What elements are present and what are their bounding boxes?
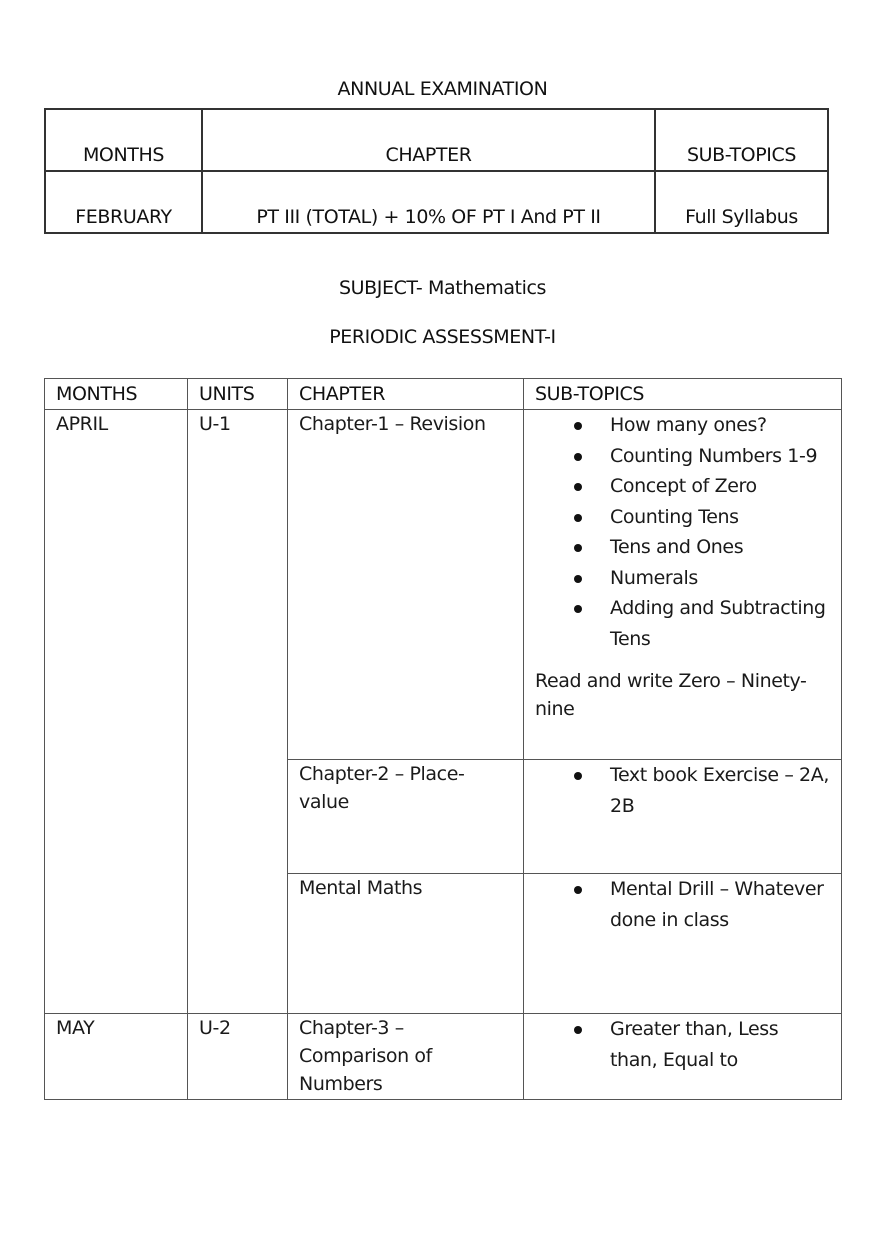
list-item: Concept of Zero — [535, 471, 830, 502]
subtopics-cell — [524, 1014, 842, 1100]
periodic-assessment-title: PERIODIC ASSESSMENT-I — [329, 326, 556, 348]
annual-exam-title: ANNUAL EXAMINATION — [337, 78, 548, 100]
subtopics-cell — [524, 760, 842, 874]
chapter-cell: Chapter-2 – Place-value — [288, 760, 524, 874]
subtopics-cell: Full Syllabus — [655, 171, 828, 233]
annual-exam-table — [44, 108, 829, 234]
subtopics-cell — [524, 874, 842, 1014]
header-units: UNITS — [188, 379, 288, 410]
periodic-assessment-table — [44, 378, 842, 1100]
header-months: MONTHS — [45, 109, 202, 171]
list-item: Greater than, Less than, Equal to — [535, 1014, 830, 1075]
table-header-row — [45, 109, 828, 171]
subtopics-list — [535, 760, 830, 821]
bullet-icon — [574, 1026, 582, 1034]
list-item: Mental Drill – Whatever done in class — [535, 874, 830, 935]
list-item: Counting Numbers 1-9 — [535, 441, 830, 472]
list-item: Numerals — [535, 563, 830, 594]
header-subtopics: SUB-TOPICS — [524, 379, 842, 410]
list-item: Counting Tens — [535, 502, 830, 533]
chapter-cell: Mental Maths — [288, 874, 524, 1014]
bullet-icon — [574, 422, 582, 430]
subject-title: SUBJECT- Mathematics — [338, 277, 547, 299]
list-item: Tens and Ones — [535, 532, 830, 563]
chapter-cell: Chapter-3 – Comparison of Numbers — [288, 1014, 524, 1100]
list-item: How many ones? — [535, 410, 830, 441]
table-header-row — [45, 379, 842, 410]
subtopics-list — [535, 874, 830, 935]
table-row — [45, 171, 828, 233]
subtopics-list — [535, 410, 830, 654]
list-item: Text book Exercise – 2A, 2B — [535, 760, 830, 821]
table-row — [45, 1014, 842, 1100]
unit-cell: U-2 — [188, 1014, 288, 1100]
header-chapter: CHAPTER — [202, 109, 655, 171]
subtopics-cell — [524, 410, 842, 760]
month-cell: FEBRUARY — [45, 171, 202, 233]
bullet-icon — [574, 605, 582, 613]
table-row — [45, 410, 842, 760]
bullet-icon — [574, 575, 582, 583]
bullet-icon — [574, 514, 582, 522]
month-cell: APRIL — [45, 410, 188, 1014]
unit-cell: U-1 — [188, 410, 288, 1014]
bullet-icon — [574, 544, 582, 552]
header-subtopics: SUB-TOPICS — [655, 109, 828, 171]
month-cell: MAY — [45, 1014, 188, 1100]
chapter-cell: PT III (TOTAL) + 10% OF PT I And PT II — [202, 171, 655, 233]
list-item: Adding and Subtracting Tens — [535, 593, 830, 654]
subtopics-list — [535, 1014, 830, 1075]
header-months: MONTHS — [45, 379, 188, 410]
bullet-icon — [574, 453, 582, 461]
chapter-cell: Chapter-1 – Revision — [288, 410, 524, 760]
bullet-icon — [574, 483, 582, 491]
header-chapter: CHAPTER — [288, 379, 524, 410]
bullet-icon — [574, 772, 582, 780]
subtopic-note: Read and write Zero – Ninety-nine — [535, 670, 807, 720]
bullet-icon — [574, 886, 582, 894]
